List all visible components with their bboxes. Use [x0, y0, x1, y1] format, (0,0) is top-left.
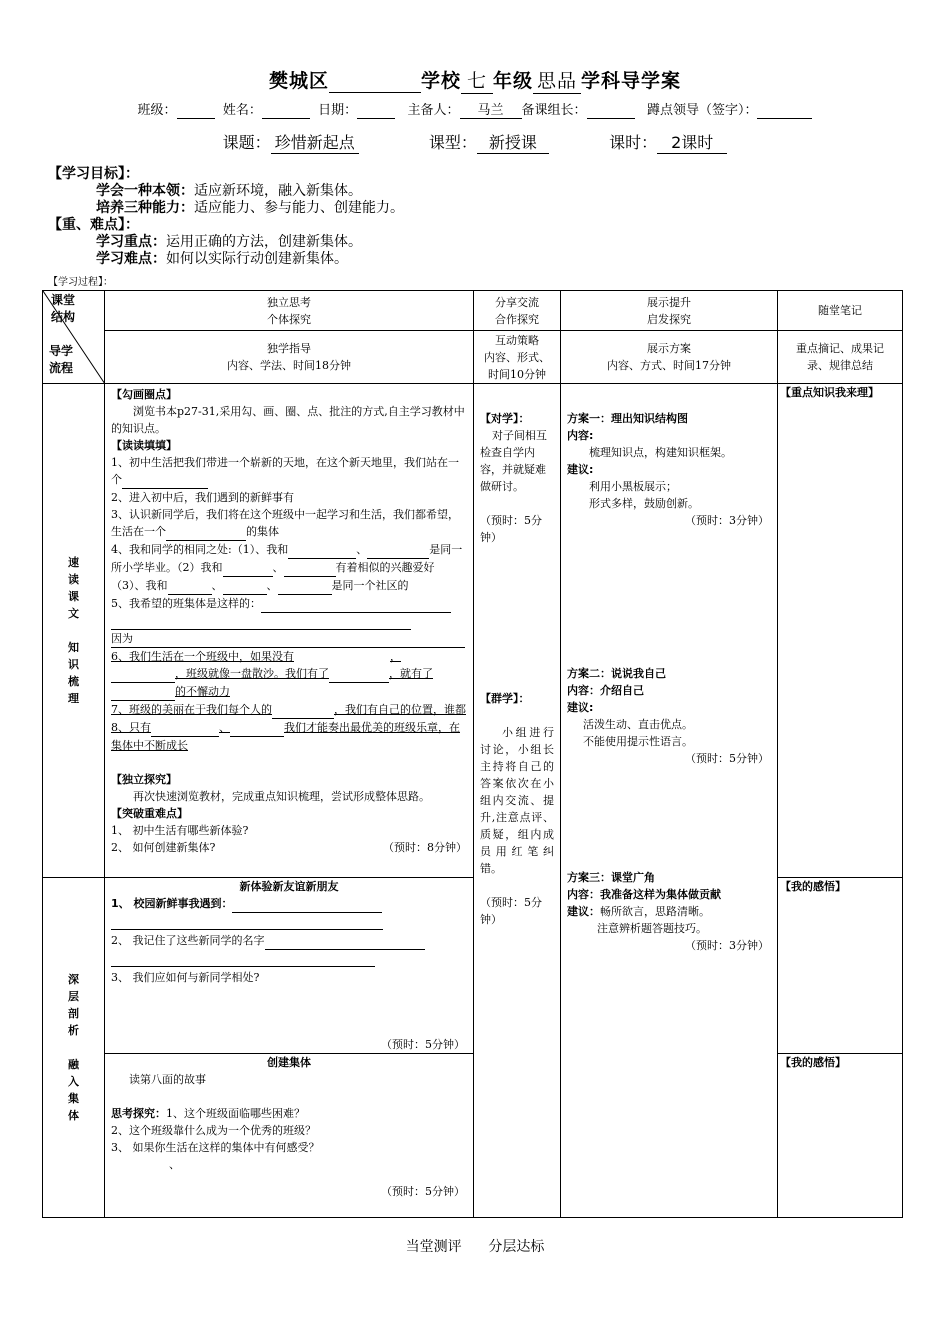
plan-3-time: （预时：3分钟）	[685, 939, 769, 952]
plan-3-suggest-label: 建议：	[567, 905, 600, 918]
difficulty-text: 如何以实际行动创建新集体。	[166, 251, 348, 267]
blank	[111, 683, 175, 701]
blank	[168, 577, 212, 595]
blank	[223, 559, 273, 577]
explore-heading: 【独立探究】	[111, 773, 177, 786]
answer-line	[111, 913, 383, 930]
section-2b-think-label: 思考探究：	[111, 1107, 166, 1120]
section-2b-title: 创建集体	[267, 1056, 311, 1069]
question-4-c: 是同一所小学毕业。（2）我和	[111, 543, 463, 574]
plan-1-suggest-1: 利用小黑板展示；	[589, 480, 677, 493]
school-blank	[329, 70, 421, 93]
question-3-suffix: 的集体	[246, 525, 279, 538]
section-2b-q3: 3、 如果你生活在这样的集体中有何感受？	[111, 1141, 320, 1154]
col-header-3: 展示提升 启发探究	[561, 291, 778, 331]
objective-1-label: 学会一种本领：	[96, 183, 194, 199]
date-label: 日期：	[318, 103, 358, 118]
plan-3-suggest-1: 畅所欲言，思路清晰。	[600, 905, 710, 918]
leader-blank	[757, 103, 812, 119]
question-7	[105, 701, 473, 719]
question-4-e: 有着相似的兴趣爱好（3）、我和	[111, 561, 435, 592]
date-blank	[357, 103, 395, 119]
blank	[367, 541, 429, 559]
class-blank	[177, 103, 215, 119]
objective-2-label: 培养三种能力：	[96, 200, 194, 216]
section-2b-q1-text: 1、这个班级面临哪些困难？	[166, 1107, 305, 1120]
title-grade: 七	[461, 66, 493, 94]
pair-study-heading: 【对学】：	[480, 412, 530, 425]
blank	[223, 577, 267, 595]
sub-header-1: 独学指导 内容、学法、时间18分钟	[105, 331, 474, 384]
breakthrough-2: 2、 如何创建新集体?	[111, 841, 216, 854]
blank	[272, 701, 334, 719]
notes-2	[778, 878, 903, 1054]
question-7-a: 7、班级的美丽在于我们每个人的	[111, 703, 272, 716]
blank	[329, 665, 389, 683]
difficulty-label: 学习难点：	[96, 251, 166, 267]
breakthrough-heading: 【突破重难点】	[111, 807, 188, 820]
blank	[288, 541, 356, 559]
section-2b-time: （预时：5分钟）	[381, 1185, 465, 1198]
question-6-d: ，就有了	[389, 667, 433, 680]
question-6-c: ，班级就像一盘散沙。我们有了	[175, 667, 329, 680]
title-school: 学校	[420, 70, 461, 92]
section-1-content	[105, 384, 474, 878]
title-district: 樊城区	[268, 70, 329, 92]
section-2a-q2	[105, 932, 473, 950]
section-2a-q1-text: 1、 校园新鲜事我遇到：	[111, 897, 233, 910]
question-4-g: 、	[266, 579, 278, 592]
plan-3-title: 方案三：课堂广角	[567, 871, 655, 884]
fill-heading: 【读读填填】	[111, 439, 177, 452]
corner-cell	[43, 291, 105, 384]
keypoint-text: 运用正确的方法，创建新集体。	[166, 234, 362, 250]
footer-right: 分层达标	[488, 1239, 545, 1255]
blank	[230, 719, 284, 737]
plan-1-title: 方案一：理出知识结构图	[567, 412, 688, 425]
plan-1-suggest-2: 形式多样，鼓励创新。	[589, 497, 699, 510]
section-2a-q3: 3、 我们应如何与新同学相处?	[111, 971, 260, 984]
group-leader-label: 备课组长：	[521, 103, 587, 118]
hours-value: 2课时	[657, 130, 727, 154]
section-2a-time: （预时：5分钟）	[381, 1038, 465, 1051]
title-subject-suffix: 学科导学案	[581, 70, 682, 92]
question-8-a: 8、只有	[111, 721, 151, 734]
sub-header-4: 重点摘记、成果记 录、规律总结	[778, 331, 903, 384]
keypoint-label: 学习重点：	[96, 234, 166, 250]
col-header-4: 随堂笔记	[778, 291, 903, 331]
blank	[122, 471, 208, 489]
group-study-time: （预时：5分钟）	[480, 896, 542, 926]
share-column	[474, 384, 561, 1218]
footer	[0, 1236, 950, 1256]
blank	[232, 895, 382, 913]
question-4-b: 、	[356, 543, 368, 556]
plan-1-time: （预时：3分钟）	[685, 514, 769, 527]
question-3-text: 3、认识新同学后，我们将在这个班级中一起学习和生活，我们都希望，生活在一个	[111, 508, 459, 538]
pair-study-text: 对子间相互检查自学内容，并就疑难做研讨。	[480, 429, 547, 493]
notes-3-heading: 【我的感悟】	[780, 1056, 846, 1069]
lesson-line	[0, 130, 950, 154]
blank	[261, 595, 451, 613]
plan-2-suggest-2: 不能使用提示性语言。	[583, 735, 693, 748]
breakthrough-2-row	[105, 839, 473, 856]
question-1	[105, 454, 473, 489]
plan-1-suggest-label: 建议:	[567, 463, 594, 476]
hours-label: 课时：	[609, 133, 658, 152]
section-2b-content	[105, 1054, 474, 1218]
title-subject: 思品	[533, 66, 581, 94]
plan-2-title: 方案二：说说我自己	[567, 667, 666, 680]
plan-2-suggest-label: 建议:	[567, 701, 594, 714]
section-2a-q2-text: 2、 我记住了这些新同学的名字	[111, 934, 265, 947]
class-label: 班级：	[137, 103, 177, 118]
section-2a-content	[105, 878, 474, 1054]
objective-2-text: 适应能力、参与能力、创建能力。	[194, 200, 404, 216]
section-2b-mark: 、	[169, 1158, 180, 1171]
preparer-value: 马兰	[460, 99, 522, 119]
objectives	[48, 166, 404, 268]
keypoints-heading: 【重、难点】：	[48, 217, 139, 233]
corner-bottom-label: 导学 流程	[49, 344, 74, 375]
plan-2-time: （预时：5分钟）	[685, 752, 769, 765]
guide-table	[42, 290, 903, 1218]
plan-1-content: 梳理知识点，构建知识框架。	[589, 446, 732, 459]
leader-label: 蹲点领导（签字）：	[646, 103, 758, 118]
question-3	[105, 506, 473, 541]
question-4-d: 、	[272, 561, 284, 574]
because-line: 因为	[111, 630, 465, 648]
question-8-b: 、	[219, 721, 230, 734]
plan-2-content: 内容：介绍自己	[567, 684, 644, 697]
info-line	[0, 99, 950, 119]
question-8-c: 我们才能奏出最优美的班级乐章，在集体中不断成长	[111, 721, 460, 752]
breakthrough-1: 1、 初中生活有哪些新体验?	[111, 824, 249, 837]
explore-text: 再次快速浏览教材，完成重点知识梳理，尝试形成整体思路。	[133, 790, 430, 803]
time-estimate-1: （预时：8分钟）	[383, 841, 467, 854]
question-5	[105, 595, 473, 613]
question-6-e: 的不懈动力	[175, 685, 230, 698]
plan-3-suggest-row	[561, 903, 777, 920]
question-7-b: ，我们有自己的位置，谁都	[334, 703, 466, 716]
section-2a-title: 新体验新友谊新朋友	[239, 880, 339, 893]
group-study-heading: 【群学】：	[480, 692, 530, 705]
col-header-1: 独立思考 个体探究	[105, 291, 474, 331]
corner-top-label: 课堂 结构	[51, 293, 76, 324]
sub-header-3: 展示方案 内容、方式、时间17分钟	[561, 331, 778, 384]
question-6-a: 6、我们生活在一个班级中，如果没有	[111, 650, 294, 663]
question-6-b: ，	[390, 650, 401, 663]
blank	[265, 932, 425, 950]
question-4	[105, 541, 473, 595]
section-2b-story: 读第八面的故事	[129, 1073, 206, 1086]
col-header-2: 分享交流 合作探究	[474, 291, 561, 331]
question-6	[105, 648, 473, 701]
plan-3-suggest-2: 注意辨析题答题技巧。	[597, 922, 707, 935]
question-1-text: 1、初中生活把我们带进一个崭新的天地，在这个新天地里，我们站在一个	[111, 456, 459, 486]
blank	[166, 523, 246, 541]
answer-line	[111, 950, 375, 967]
blank	[278, 577, 332, 595]
notes-1-heading: 【重点知识我来理】	[780, 386, 879, 399]
plan-2-suggest-1: 活泼生动、直击优点。	[583, 718, 693, 731]
sub-header-2: 互动策略 内容、形式、 时间10分钟	[474, 331, 561, 384]
section-1-label: 速 读 课 文 知 识 梳 理	[43, 384, 105, 878]
title-grade-suffix: 年级	[493, 70, 534, 92]
question-8	[105, 719, 473, 754]
group-study-text: 小组进行讨论，小组长主持将自己的答案依次在小组内交流、提升,注意点评、质疑，组内成员用红笔纠错。	[480, 726, 554, 875]
plan-3-content: 内容：我准备这样为集体做贡献	[567, 888, 721, 901]
blank	[284, 559, 336, 577]
mark-text: 浏览书本p27-31,采用勾、画、圈、点、批注的方式,自主学习教材中的知识点。	[111, 405, 465, 435]
question-4-a: 4、我和同学的相同之处:（1）、我和	[111, 543, 289, 556]
type-label: 课型：	[428, 133, 477, 152]
blank	[111, 665, 175, 683]
group-leader-blank	[587, 103, 635, 119]
topic-value: 珍惜新起点	[271, 130, 359, 154]
process-heading: 【学习过程】：	[48, 277, 113, 288]
name-blank	[262, 103, 310, 119]
name-label: 姓名：	[222, 103, 262, 118]
question-2: 2、进入初中后，我们遇到的新鲜事有	[111, 491, 294, 504]
display-column	[561, 384, 778, 1218]
notes-2-heading: 【我的感悟】	[780, 880, 846, 893]
objectives-heading: 【学习目标】：	[48, 166, 139, 182]
mark-heading: 【勾画圈点】	[111, 388, 177, 401]
pair-study-time: （预时：5分钟）	[480, 514, 542, 544]
document-title	[0, 66, 950, 94]
objective-1-text: 适应新环境，融入新集体。	[194, 183, 362, 199]
question-4-f: 、	[211, 579, 223, 592]
section-2-label: 深 层 剖 析 融 入 集 体	[43, 878, 105, 1218]
notes-1	[778, 384, 903, 878]
answer-line	[111, 613, 411, 630]
question-4-h: 是同一个社区的	[331, 579, 409, 592]
preparer-label: 主备人：	[407, 103, 460, 118]
section-2b-q2: 2、这个班级靠什么成为一个优秀的班级？	[111, 1124, 316, 1137]
section-2a-q1	[105, 895, 473, 913]
topic-label: 课题：	[222, 133, 271, 152]
section-2b-q1	[105, 1105, 473, 1122]
blank	[151, 719, 219, 737]
question-5-text: 5、我希望的班集体是这样的：	[111, 597, 261, 610]
type-value: 新授课	[477, 130, 549, 154]
notes-3	[778, 1054, 903, 1218]
plan-1-content-label: 内容:	[567, 429, 594, 442]
footer-left: 当堂测评	[405, 1239, 462, 1255]
question-5-because	[105, 630, 473, 648]
